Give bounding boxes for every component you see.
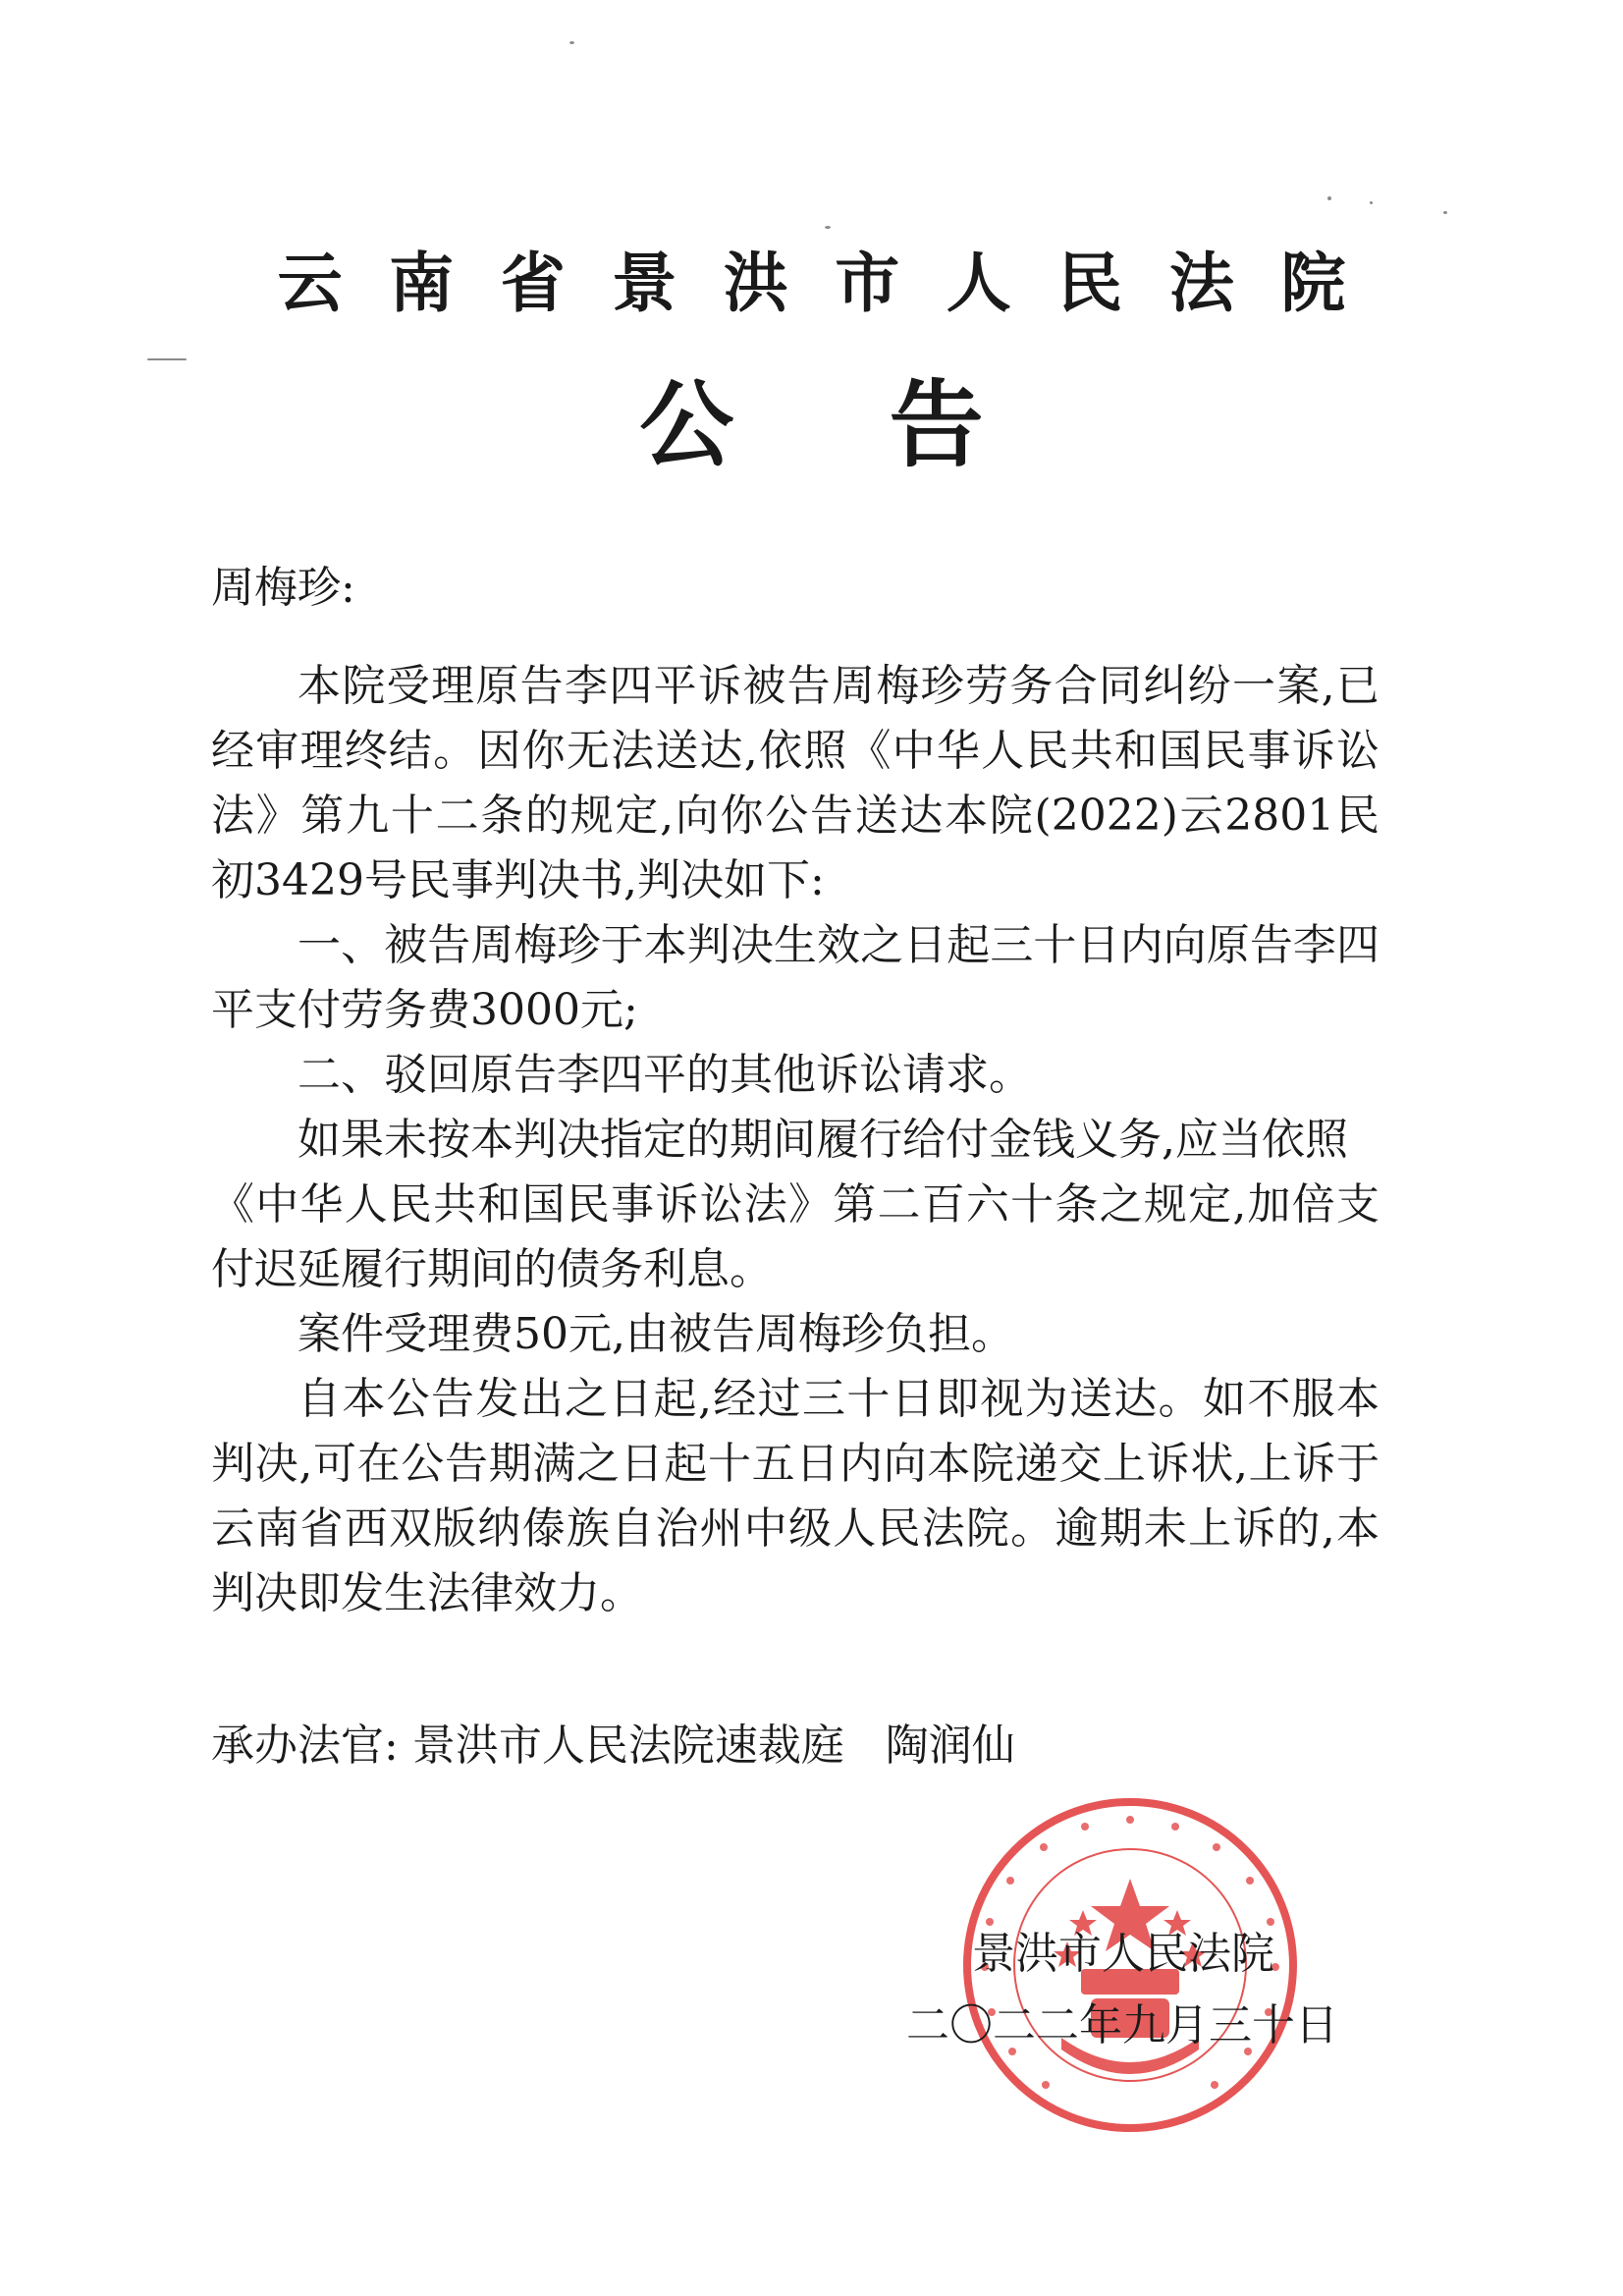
scan-speck — [825, 226, 831, 229]
judge-division: 景洪市人民法院速裁庭 — [411, 1721, 844, 1771]
case-paragraph: 本院受理原告李四平诉被告周梅珍劳务合同纠纷一案,已经审理终结。因你无法送达,依照《中华人民共和国民事诉讼法》第九十二条的规定,向你公告送达本院(2022)云2801民初3429号民事判决书,判决如下: — [211, 661, 1380, 905]
judgment-item-2: 二、驳回原告李四平的其他诉讼请求。 — [298, 1050, 1032, 1100]
signing-date: 二〇二二年九月三十日 — [906, 2000, 1338, 2050]
scan-speck — [1370, 201, 1373, 204]
judgment-item-1: 一、被告周梅珍于本判决生效之日起三十日内向原告李四平支付劳务费3000元; — [211, 920, 1380, 1035]
fee-paragraph: 案件受理费50元,由被告周梅珍负担。 — [298, 1309, 1014, 1359]
scan-speck — [1443, 211, 1447, 214]
appeal-paragraph: 自本公告发出之日起,经过三十日即视为送达。如不服本判决,可在公告期满之日起十五日内向本院递交上诉状,上诉于云南省西双版纳傣族自治州中级人民法院。逾期未上诉的,本判决即发生法律效力。 — [211, 1374, 1380, 1618]
court-name-heading: 云南省景洪市人民法院 — [277, 245, 1392, 321]
judge-label: 承办法官: — [211, 1721, 399, 1771]
addressee: 周梅珍: — [211, 563, 355, 613]
notice-title: 公告 — [639, 369, 1140, 480]
notice-body — [211, 556, 1380, 1626]
scan-speck — [147, 358, 187, 360]
scan-speck — [569, 41, 574, 44]
judge-name: 陶润仙 — [885, 1721, 1015, 1771]
enforcement-paragraph-line2: 《中华人民共和国民事诉讼法》第二百六十条之规定,加倍支付迟延履行期间的债务利息。 — [211, 1179, 1380, 1294]
scan-speck — [1327, 196, 1331, 200]
signing-court: 景洪市人民法院 — [972, 1929, 1274, 1979]
presiding-judge — [211, 1714, 1015, 1778]
enforcement-paragraph-line1: 如果未按本判决指定的期间履行给付金钱义务,应当依照 — [298, 1115, 1348, 1165]
